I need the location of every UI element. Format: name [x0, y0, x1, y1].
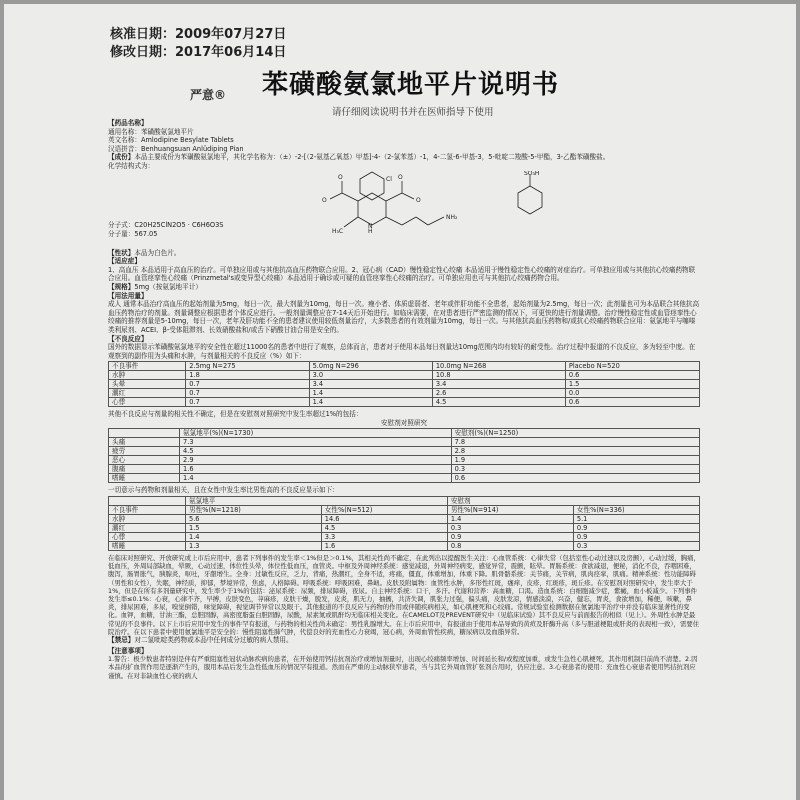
table-header: 不良事件	[109, 362, 186, 371]
table-header: Placebo N=520	[565, 362, 699, 371]
table-row	[109, 456, 700, 465]
contra-text: 对二氢吡啶类药物或本品中任何成分过敏的病人禁用。	[134, 636, 293, 645]
table-cell: 1.4	[309, 389, 432, 398]
table-cell: 潮红	[109, 389, 186, 398]
table-cell: 1.4	[447, 515, 573, 524]
table-cell: 头痛	[109, 438, 180, 447]
table-header: 女性%(N=512)	[321, 506, 447, 515]
section-precautions: 【注意事项】	[108, 646, 148, 655]
table-cell: 水肿	[109, 371, 186, 380]
gender-table	[108, 496, 700, 551]
table-cell: 水肿	[109, 515, 186, 524]
revision-date: 修改日期：2017年06月14日	[110, 45, 287, 60]
section-contra: 【禁忌】	[108, 636, 135, 645]
group-header-amlodipine: 氨氯地平	[186, 497, 448, 506]
generic-name: 通用名称：苯磺酸氨氯地平片	[108, 127, 194, 136]
table-cell: 10.8	[432, 371, 565, 380]
table-header: 5.0mg N=296	[309, 362, 432, 371]
table-cell: 1.5	[565, 380, 699, 389]
table-cell: 腹痛	[109, 465, 180, 474]
formula-block	[108, 221, 223, 239]
date-block	[110, 26, 286, 62]
section-indications: 【适应症】	[108, 257, 141, 266]
table-cell: 2.9	[180, 456, 452, 465]
placebo-table	[108, 428, 700, 483]
table-header: 2.5mg N=275	[186, 362, 309, 371]
table-cell: 2.8	[451, 447, 699, 456]
brand-logo: 严意®	[190, 88, 227, 102]
table-row	[109, 515, 700, 524]
table-cell: 4.5	[432, 398, 565, 407]
table-header: 氨氯地平(%)(N=1730)	[180, 429, 452, 438]
table-group-row	[109, 497, 700, 506]
structure-diagram	[298, 171, 558, 249]
table-header: 10.0mg N=268	[432, 362, 565, 371]
table-cell: 0.3	[447, 524, 573, 533]
svg-text:O: O	[322, 196, 327, 204]
table-row	[109, 474, 700, 483]
table-cell: 1.9	[451, 456, 699, 465]
svg-text:N: N	[368, 222, 373, 230]
table-row	[109, 447, 700, 456]
table-row	[109, 533, 700, 542]
table-header-row	[109, 506, 700, 515]
section-drug-name: 【药品名称】	[108, 119, 148, 127]
pinyin-name: 汉语拼音：Benhuangsuan Anlüdiping Pian	[108, 144, 244, 153]
document-body	[108, 119, 700, 680]
table-header-row	[109, 429, 700, 438]
table-cell: 嗜睡	[109, 542, 186, 551]
table-cell: 0.9	[447, 533, 573, 542]
character-text: 本品为白色片。	[134, 248, 181, 257]
table-cell: 0.8	[447, 542, 573, 551]
svg-text:SO₃H: SO₃H	[524, 170, 540, 177]
table-header: 女性%(N=336)	[573, 506, 699, 515]
section-usage: 【用法用量】	[108, 291, 148, 300]
table-row	[109, 380, 700, 389]
placebo-table-caption: 安慰剂对照研究	[380, 418, 428, 427]
table-cell: 0.9	[573, 524, 699, 533]
table-cell: 3.3	[321, 533, 447, 542]
table-cell: 4.5	[321, 524, 447, 533]
group-header-placebo: 安慰剂	[447, 497, 699, 506]
table-header: 男性%(N=914)	[447, 506, 573, 515]
section-composition: 【成份】	[108, 153, 135, 162]
table-cell: 3.4	[309, 380, 432, 389]
table-cell: 0.7	[186, 380, 309, 389]
table-header-row	[109, 362, 700, 371]
table-cell: 1.4	[180, 474, 452, 483]
table-cell: 1.4	[309, 398, 432, 407]
table-cell: 7.8	[451, 438, 699, 447]
indications-text: 1、高血压 本品适用于高血压的治疗。可单独应用或与其他抗高血压药物联合应用。2、冠心病（CAD）慢性稳定性心绞痛 本品适用于慢性稳定性心绞痛的对症治疗。可单独应用或与其他抗心绞痛药物联合应用。血管痉挛性心绞痛（Prinzmetal's或变异型心绞痛）本品适用于确诊或可疑的血管痉挛性心绞痛的治疗。可单独应用也可与其他抗心绞痛药物合用。	[108, 265, 696, 283]
svg-text:H₃C: H₃C	[332, 227, 344, 235]
usage-text: 成人 通常本品治疗高血压的起始剂量为5mg，每日一次，最大剂量为10mg，每日一次。瘦小者、体质虚弱者、老年或伴肝功能不全患者，起始剂量为2.5mg，每日一次；此剂量也可为本品联合其他抗高血压药物治疗的剂量。剂量调整应根据患者个体反应进行。一般剂量调整应在7-14天后开始进行。如临床需要，在对患者进行严密监测的情况下，可更快的进行剂量调整。治疗慢性稳定性或血管痉挛性心绞痛的推荐剂量是5-10mg，每日一次，老年及肝功能不全的患者建议使用较低剂量治疗，大多数患者的有效剂量为10mg，每日一次。与其他抗高血压药物和/或抗心绞痛药物联合应用：氨氯地平与噻嗪类利尿剂、ACEI、β-受体阻滞剂、长效硝酸盐和/或舌下硝酸甘油合用是安全的。	[108, 300, 700, 334]
table-cell: 头晕	[109, 380, 186, 389]
table-header: 男性%(N=1218)	[186, 506, 322, 515]
table-header: 不良事件	[109, 506, 186, 515]
table-cell: 潮红	[109, 524, 186, 533]
table-cell: 0.0	[565, 389, 699, 398]
composition-text: 本品主要成份为苯磺酸氨氯地平，其化学名称为：（±）-2-[（2-氨基乙氧基）甲基]-4-（2-氯苯基）-1，4-二氢-6-甲基-3，5-吡啶二羧酸-5-甲酯，3-乙酯苯磺酸盐。	[134, 153, 610, 162]
english-name: 英文名称：Amlodipine Besylate Tablets	[108, 136, 234, 145]
table-row	[109, 389, 700, 398]
svg-text:O: O	[416, 196, 421, 204]
svg-text:NH₂: NH₂	[446, 213, 458, 221]
table-cell: 0.6	[451, 474, 699, 483]
table-cell: 0.3	[573, 542, 699, 551]
section-adverse: 【不良反应】	[108, 334, 148, 343]
table-cell: 2.6	[432, 389, 565, 398]
adverse-para3: 一切意示与药物和剂量相关，且在女性中发生率比男性高的不良反应显示如下：	[108, 486, 339, 495]
document-subtitle: 请仔细阅读说明书并在医师指导下使用	[332, 107, 494, 118]
svg-text:Cl: Cl	[386, 175, 392, 183]
structure-label: 化学结构式为：	[108, 161, 155, 170]
table-cell: 3.4	[432, 380, 565, 389]
table-cell: 0.9	[573, 533, 699, 542]
adverse-para2: 其他不良反应与剂量的相关性不确定，但是在安慰剂对照研究中发生率超过1%的包括：	[108, 410, 363, 419]
table-cell: 1.4	[186, 533, 322, 542]
table-cell: 心悸	[109, 533, 186, 542]
svg-text:O: O	[398, 173, 403, 181]
molecular-formula: 分子式：C20H25ClN2O5 · C6H6O3S	[108, 220, 224, 229]
svg-text:O: O	[338, 173, 343, 181]
table-header	[109, 429, 180, 438]
table-row	[109, 371, 700, 380]
dose-adverse-table	[108, 361, 700, 407]
document-title: 苯磺酸氨氯地平片说明书	[262, 70, 560, 100]
table-cell: 0.7	[186, 398, 309, 407]
table-cell: 1.6	[321, 542, 447, 551]
table-cell: 4.5	[180, 447, 452, 456]
table-cell: 7.3	[180, 438, 452, 447]
table-cell: 14.6	[321, 515, 447, 524]
table-cell: 1.5	[186, 524, 322, 533]
table-row	[109, 398, 700, 407]
section-character: 【性状】	[108, 248, 135, 257]
table-cell: 0.7	[186, 389, 309, 398]
table-cell: 5.6	[186, 515, 322, 524]
table-row	[109, 465, 700, 474]
precautions-text: 1.警告：极少数患者特别是伴有严重阻塞性冠状动脉疾病的患者，在开始使用钙拮抗剂治疗或增加剂量时，出现心绞痛频率增加、时间延长和/或程度加重，或发生急性心肌梗死，其作用机制目前尚不清楚。2.因本品的扩血管作用是逐渐产生的，服用本品后发生急性低血压的情况罕有报道。然而在严重的主动脉狭窄患者，当与其它外周血管扩张剂合用时，仍应注意。3.心衰患者的使用：充血性心衰患者使用钙拮抗剂应谨慎。在对非缺血性心衰的病人	[108, 655, 698, 680]
table-row	[109, 542, 700, 551]
table-cell: 0.6	[565, 371, 699, 380]
table-cell: 1.8	[186, 371, 309, 380]
table-header: 安慰剂(%)(N=1250)	[451, 429, 699, 438]
instruction-sheet	[4, 4, 796, 800]
table-cell: 心悸	[109, 398, 186, 407]
spec-text: 5mg（按氨氯地平计）	[134, 282, 202, 291]
table-cell: 0.3	[451, 465, 699, 474]
table-row	[109, 524, 700, 533]
svg-text:H: H	[368, 227, 373, 235]
table-cell: 恶心	[109, 456, 180, 465]
table-cell: 嗜睡	[109, 474, 180, 483]
table-row	[109, 438, 700, 447]
table-cell: 疲劳	[109, 447, 180, 456]
adverse-intro: 国外的数据显示苯磺酸氨氯地平的安全性在超过11000名的患者中进行了观察，总体而言，患者对于使用本品每日剂量达10mg范围内均有较好的耐受性。治疗过程中报道的不良反应，多为轻至中度。在观察到的副作用为头痛和水肿，与剂量相关的不良反应（%）如下：	[108, 343, 696, 360]
section-spec: 【规格】	[108, 282, 135, 291]
table-cell: 3.0	[309, 371, 432, 380]
adverse-para4: 在临床对照研究、开放研究或上市后应用中，患者下列事件的发生率＜1%但是＞0.1%，其相关性尚不确定，在此列出以提醒医生关注：心血管系统：心律失常（包括室性心动过速以及房颤），心动过缓，胸痛，低血压，外周局部缺血，晕厥，心动过速，体位性头晕，体位性低血压，血管炎。中枢及外周神经系统：感觉减退，外周神经病变，感觉异常，震颤，眩晕。胃肠系统：食欲减退，便秘，消化不良，吞咽困难，腹泻，肠胃胀气，胰腺炎，呕吐，牙龈增生。全身：过敏性反应，乏力，背痛，热潮红，全身不适，疼痛，僵直，体重增加，体重下降。肌骨骼系统：关节痛，关节病，肌肉痉挛，肌痛。精神系统：性功能障碍（男性和女性），失眠，神经质，抑郁，梦境异常，焦虑，人格障碍。呼吸系统：呼吸困难，鼻衄。皮肤及附属物：血管性水肿，多形性红斑，瘙痒，皮疹，红斑疹，斑丘疹。在安慰剂对照研究中，发生率大于1%，但是在所有多剂量研究中，发生率少于1%的包括：泌尿系统：尿频，排尿障碍，夜尿。自主神经系统：口干，多汗。代谢和营养：高血糖，口渴。造血系统：白细胞减少症，紫癜，血小板减少。下列事件发生率≤0.1%：心衰，心律不齐，早搏，皮肤变色，荨麻疹，皮肤干燥，脱发，皮炎，肌无力，抽搐，共济失调，肌张力过强，偏头痛，皮肤发凉，情感淡漠，兴奋，健忘，胃炎，食欲增加，稀便，咳嗽，鼻炎，排尿困难，多尿，嗅觉倒错，味觉障碍，视觉调节异常以及眼干。其他报道的不良反应与药物的作用或伴随疾病相关，如心肌梗死和心绞痛。常规试验室检测数据在氨氯地平治疗中并没有临床显著性的变化。血钾，血糖，甘油三酯，总胆固醇，高密度脂蛋白胆固醇，尿酸，尿素氮或肌酐均无临床相关变化。在CAMELOT及PREVENT研究中（见临床试验）其不良反应与前面报告的相似（见上）。外周性水肿是最常见的不良事件。以下上市后应用中发生的事件罕有报道，与药物的相关性尚未确定：男性乳腺增大。在上市后应用中，有报道由于使用本品导致的黄疸及肝酶升高（多与胆道梗阻或肝炎的表现相一致），需要住院治疗。在以下患者中使用氨氯地平是安全的：慢性阻塞性肺气肿，代偿良好的充血性心力衰竭，冠心病，外周血管性疾病，糖尿病以及血脂异常。	[108, 554, 700, 636]
table-cell: 1.6	[180, 465, 452, 474]
table-cell: 1.3	[186, 542, 322, 551]
table-cell: 0.6	[565, 398, 699, 407]
table-cell: 5.1	[573, 515, 699, 524]
molecular-weight: 分子量：567.05	[108, 229, 158, 238]
approval-date: 核准日期：2009年07月27日	[110, 27, 287, 42]
chemical-structure	[108, 171, 700, 249]
